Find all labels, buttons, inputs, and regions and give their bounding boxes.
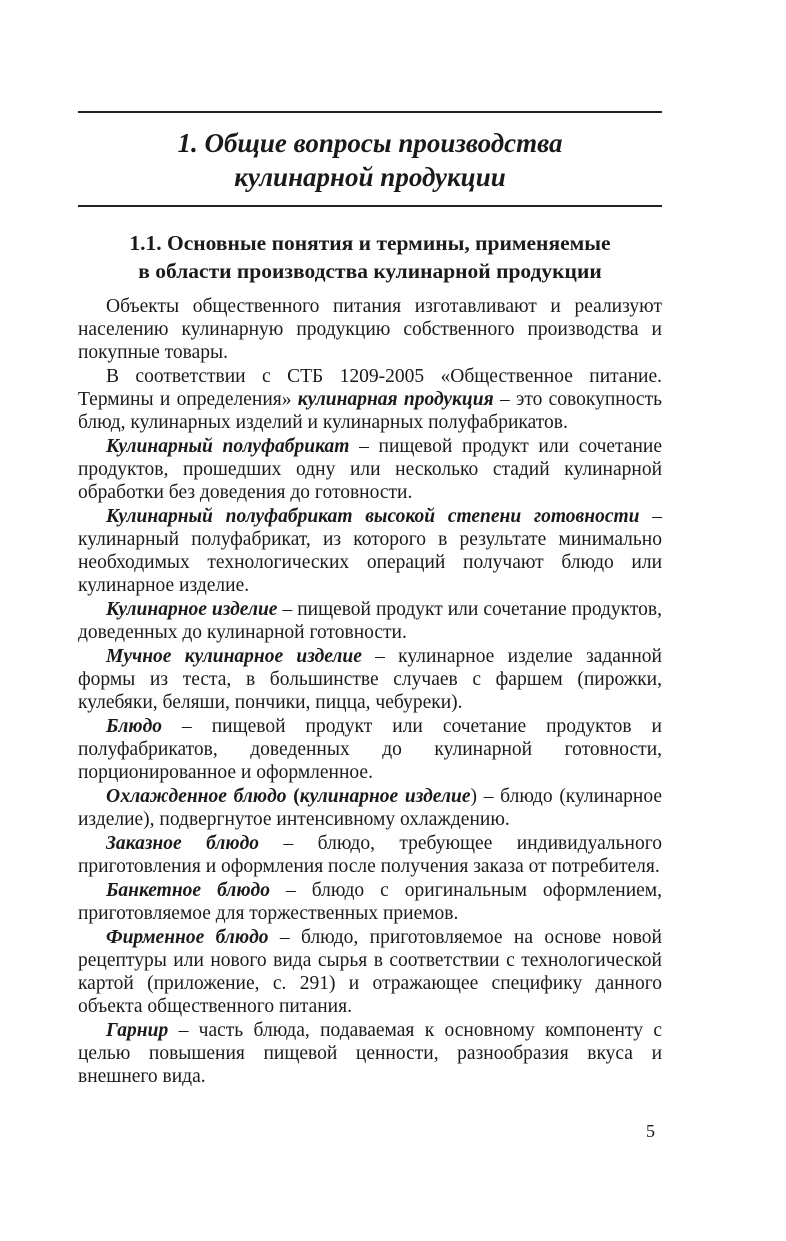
chapter-title	[78, 126, 662, 194]
term-semi-finished: Кулинарный полуфабрикат	[106, 436, 350, 457]
paragraph-8	[78, 785, 662, 831]
paragraph-2	[78, 365, 662, 434]
section-title	[78, 229, 662, 285]
page-number: 5	[646, 1121, 655, 1141]
paragraph-definition: – пищевой продукт или сочетание продуктов, доведенных до кулинарной готовности.	[78, 599, 662, 643]
paragraph-definition: – это совокупность блюд, кулинарных изделий и кулинарных полуфабрикатов.	[78, 389, 662, 433]
paragraph-1	[78, 295, 662, 364]
paragraph-definition: – пищевой продукт или сочетание продуктов и полуфабрикатов, доведенных до кулинарной готовности, порционированное и оформленное.	[78, 716, 662, 783]
paragraph-10	[78, 879, 662, 925]
term-culinary-item: Кулинарное изделие	[106, 599, 278, 620]
chapter-bottom-rule	[78, 205, 662, 207]
body-text	[78, 295, 662, 1089]
paragraph-11	[78, 926, 662, 1018]
section-title-line-2: в области производства кулинарной продукции	[138, 259, 602, 283]
section-title-line-1: 1.1. Основные понятия и термины, применяемые	[129, 231, 611, 255]
paragraph-definition: – часть блюда, подаваемая к основному компоненту с целью повышения пищевой ценности, разнообразия вкуса и внешнего вида.	[78, 1020, 662, 1087]
term-culinary-products: кулинарная продукция	[297, 389, 494, 410]
term-signature-dish: Фирменное блюдо	[106, 927, 269, 948]
paragraph-definition: – блюдо, приготовляемое на основе новой рецептуры или нового вида сырья в соответствии с технологической картой (приложение, с. 291) и отражающее специфику данного объекта общественного питания.	[78, 927, 662, 1017]
term-banquet-dish: Банкетное блюдо	[106, 880, 270, 901]
paragraph-text-before: В соответствии с СТБ 1209-2005 «Общественное питание. Термины и определения»	[78, 366, 662, 410]
term-culinary-item-alt: кулинарное изделие	[299, 786, 471, 807]
paragraph-definition: – кулинарный полуфабрикат, из которого в результате минимально необходимых технологических операций получают блюдо или кулинарное изделие.	[78, 506, 662, 596]
paragraph-paren: (	[286, 786, 300, 807]
paragraph-6	[78, 645, 662, 714]
term-dish: Блюдо	[106, 716, 163, 737]
paragraph-definition: – кулинарное изделие заданной формы из теста, в большинстве случаев с фаршем (пирожки, кулебяки, беляши, пончики, пицца, чебуреки).	[78, 646, 662, 713]
paragraph-definition: – блюдо, требующее индивидуального приготовления и оформления после получения заказа от потребителя.	[78, 833, 662, 877]
paragraph-definition: – блюдо с оригинальным оформлением, приготовляемое для торжественных приемов.	[78, 880, 662, 924]
paragraph-4	[78, 505, 662, 597]
term-flour-culinary-item: Мучное кулинарное изделие	[106, 646, 362, 667]
chapter-title-line-2: кулинарной продукции	[234, 162, 506, 192]
paragraph-9	[78, 832, 662, 878]
paragraph-text: Объекты общественного питания изготавливают и реализуют населению кулинарную продукцию собственного производства и покупные товары.	[78, 296, 662, 363]
term-custom-dish: Заказное блюдо	[106, 833, 260, 854]
term-semi-finished-high-readiness: Кулинарный полуфабрикат высокой степени готовности	[106, 506, 640, 527]
paragraph-5	[78, 598, 662, 644]
term-garnish: Гарнир	[106, 1020, 169, 1041]
paragraph-definition: ) – блюдо (кулинарное изделие), подвергнутое интенсивному охлаждению.	[78, 786, 662, 830]
term-chilled-dish: Охлажденное блюдо	[106, 786, 287, 807]
paragraph-12	[78, 1019, 662, 1088]
paragraph-definition: – пищевой продукт или сочетание продуктов, прошедших одну или несколько стадий кулинарной обработки без доведения до готовности.	[78, 436, 662, 503]
paragraph-7	[78, 715, 662, 784]
chapter-title-line-1: 1. Общие вопросы производства	[177, 128, 563, 158]
chapter-top-rule	[78, 111, 662, 113]
paragraph-3	[78, 435, 662, 504]
